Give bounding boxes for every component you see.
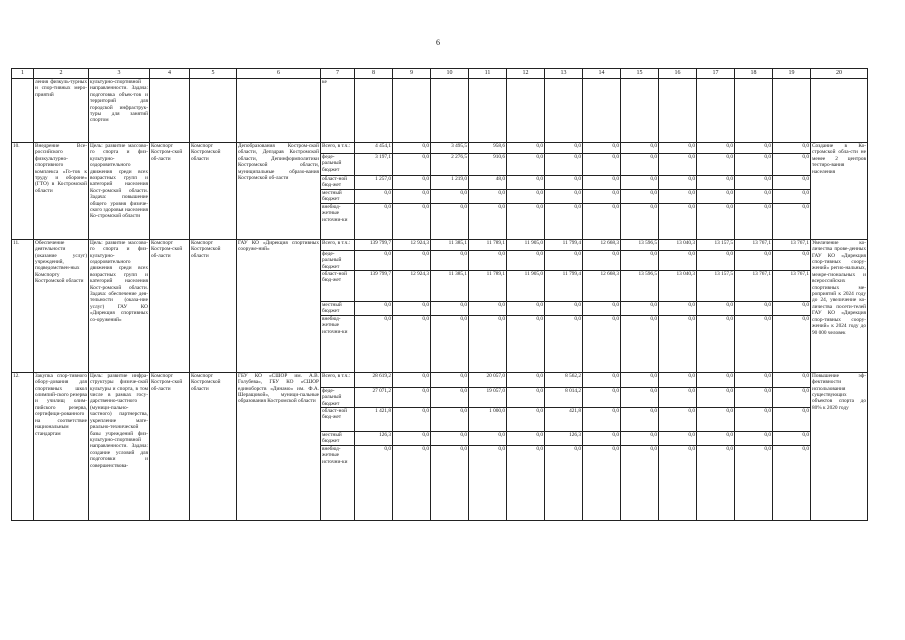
cell-amount: 0,0 (431, 315, 469, 372)
cell-amount: 0,0 (507, 189, 545, 203)
cell-amount: 0,0 (583, 408, 621, 432)
cell-amount: 0,0 (431, 408, 469, 432)
cell-amount: 0,0 (507, 154, 545, 176)
cell-amount: 0,0 (735, 302, 773, 316)
cell-amount: 11 789,1 (469, 271, 507, 302)
column-number: 15 (621, 69, 659, 79)
cell-amount: 0,0 (545, 445, 583, 520)
column-number: 2 (34, 69, 89, 79)
table-body (12, 69, 868, 521)
column-number: 17 (697, 69, 735, 79)
cell-funding-source: Всего, в т.ч.: (321, 372, 355, 387)
cell-name-cont: ления физкуль-турных и спор-тивных меро-приятий (34, 79, 89, 143)
cell-amount: 0,0 (697, 372, 735, 387)
cell-amount: 0,0 (697, 302, 735, 316)
cell-amount: 0,0 (697, 315, 735, 372)
cell-amount: 0,0 (659, 408, 697, 432)
cell-amount: 0,0 (773, 250, 811, 270)
cell-amount: 0,0 (507, 372, 545, 387)
cell-amount: 0,0 (507, 203, 545, 239)
cell-amount: 0,0 (583, 176, 621, 190)
cell-amount: 0,0 (507, 387, 545, 407)
cell-empty (237, 79, 321, 143)
cell-amount: 0,0 (621, 176, 659, 190)
cell-amount: 13 040,3 (659, 271, 697, 302)
cell-amount: 0,0 (697, 143, 735, 154)
cell-amount: 0,0 (393, 250, 431, 270)
page-number: 6 (436, 38, 440, 47)
cell-amount: 0,0 (393, 302, 431, 316)
cell-amount: 0,0 (735, 315, 773, 372)
cell-amount: 421,8 (545, 408, 583, 432)
cell-amount: 0,0 (773, 315, 811, 372)
column-number: 5 (190, 69, 237, 79)
cell-funding-source: местный бюджет (321, 302, 355, 316)
cell-event-name: Закупка спор-тивного обору-дования для спортивных школ олимпий-ского резерва и училищ олим-пийского резерва, сертифици-рованного на соответствие национальным стандартам (34, 372, 89, 520)
cell-amount: 0,0 (355, 189, 393, 203)
cell-source-cont: ке (321, 79, 355, 143)
cell-funding-source: феде-ральный бюджет (321, 387, 355, 407)
cell-amount: 13 040,3 (659, 239, 697, 250)
cell-amount: 0,0 (735, 203, 773, 239)
cell-amount: 0,0 (697, 387, 735, 407)
cell-amount: 0,0 (773, 189, 811, 203)
column-number: 18 (735, 69, 773, 79)
cell-amount: 13 767,1 (773, 271, 811, 302)
cell-empty (12, 79, 34, 143)
cell-amount: 0,0 (773, 176, 811, 190)
cell-funding-source: област-ной бюд-жет (321, 408, 355, 432)
column-number: 3 (89, 69, 150, 79)
cell-amount: 0,0 (659, 387, 697, 407)
cell-amount: 126,3 (355, 432, 393, 446)
cell-executor: Комспорт Костромской области (190, 143, 237, 240)
cell-amount: 0,0 (355, 203, 393, 239)
cell-amount: 1 000,0 (469, 408, 507, 432)
cell-amount: 0,0 (697, 203, 735, 239)
cell-amount: 8 014,2 (545, 387, 583, 407)
cell-amount: 0,0 (431, 432, 469, 446)
cell-amount: 0,0 (393, 203, 431, 239)
cell-amount: 0,0 (507, 302, 545, 316)
cell-amount: 11 799,4 (545, 239, 583, 250)
cell-amount: 0,0 (469, 189, 507, 203)
cell-amount: 0,0 (659, 432, 697, 446)
cell-amount: 0,0 (545, 143, 583, 154)
cell-amount: 0,0 (583, 203, 621, 239)
cell-amount: 0,0 (393, 408, 431, 432)
cell-amount: 0,0 (659, 315, 697, 372)
cell-goal-task: Цель: развитие массово-го спорта и физ-культурно-оздоровительного движения среди всех возрастных групп и категорий населения Кост-ромской области. Задача: повышение общего уровня физиче-ского здоровья населения Ко-стромской области (89, 143, 150, 240)
cell-funding-source: местный бюджет (321, 189, 355, 203)
cell-amount: 958,6 (469, 143, 507, 154)
cell-amount: 0,0 (545, 176, 583, 190)
cell-partners: ГАУ КО «Дирекция спортивных сооруже-ний» (237, 239, 321, 372)
cell-amount: 0,0 (659, 250, 697, 270)
cell-amount: 20 057,0 (469, 372, 507, 387)
cell-amount: 0,0 (659, 154, 697, 176)
column-number: 13 (545, 69, 583, 79)
cell-amount: 0,0 (735, 445, 773, 520)
cell-coordinator: Комспорт Костром-ской об-ласти (150, 372, 190, 520)
cell-amount: 126,3 (545, 432, 583, 446)
cell-amount: 0,0 (773, 302, 811, 316)
cell-amount: 0,0 (431, 250, 469, 270)
cell-funding-source: област-ной бюд-жет (321, 176, 355, 190)
cell-amount: 0,0 (583, 387, 621, 407)
cell-funding-source: местный бюджет (321, 432, 355, 446)
cell-amount: 0,0 (393, 176, 431, 190)
cell-amount: 0,0 (545, 203, 583, 239)
cell-executor: Комспорт Костромской области (190, 239, 237, 372)
cell-amount: 2 276,5 (431, 154, 469, 176)
column-number: 6 (237, 69, 321, 79)
cell-amount: 0,0 (697, 176, 735, 190)
cell-row-number: 10. (12, 143, 34, 240)
cell-partners: ГБУ КО «СШОР им. А.В. Голубева», ГБУ КО «СШОР единоборств «Динамо» им. Ф.А. Шеращовой», муници-пальные образования Костромской области (237, 372, 321, 520)
cell-amount: 0,0 (507, 408, 545, 432)
cell-amount: 0,0 (355, 302, 393, 316)
cell-amount: 0,0 (431, 387, 469, 407)
cell-amount: 0,0 (431, 372, 469, 387)
cell-row-number: 12. (12, 372, 34, 520)
cell-empty (811, 79, 868, 143)
cell-amount: 0,0 (507, 445, 545, 520)
cell-amount: 0,0 (773, 432, 811, 446)
cell-amount: 0,0 (469, 432, 507, 446)
cell-amount: 0,0 (507, 432, 545, 446)
cell-amount: 0,0 (545, 302, 583, 316)
cell-amount: 0,0 (773, 154, 811, 176)
cell-amount: 1 257,0 (355, 176, 393, 190)
cell-amount: 11 789,1 (469, 239, 507, 250)
cell-amount: 0,0 (393, 387, 431, 407)
column-number: 9 (393, 69, 431, 79)
cell-amount: 0,0 (697, 154, 735, 176)
cell-funding-source: феде-ральный бюджет (321, 154, 355, 176)
cell-amount: 0,0 (621, 432, 659, 446)
cell-expected-result: Увеличение ко-личества прове-денных ГАУ КО «Дирекция спор-тивных соору-жений» регио-нальных, межре-гиональных и всероссийских спортивных ме-роприятий к 2024 году до 24, увеличение ко-личества посети-телей ГАУ КО «Дирекция спор-тивных соору-жений» к 2024 году до 90 000 человек (811, 239, 868, 372)
cell-amount: 0,0 (773, 143, 811, 154)
cell-amount: 0,0 (773, 408, 811, 432)
cell-amount: 0,0 (735, 176, 773, 190)
cell-amount: 0,0 (773, 445, 811, 520)
column-number: 10 (431, 69, 469, 79)
cell-goal-task: Цель: развитие инфра-структуры физиче-ской культуры и спорта, в том числе в рамках госу-дарственно-частного (муници-пально-частного) партнерства, укрепление мате-риально-технической базы учреждений физ-культурно-спортивной направленности. Задача: создание условий для подготовки и совершенствова- (89, 372, 150, 520)
cell-amount: 0,0 (583, 372, 621, 387)
cell-amount: 0,0 (659, 372, 697, 387)
cell-amount: 48,0 (469, 176, 507, 190)
cell-amount: 0,0 (393, 372, 431, 387)
cell-amount: 0,0 (621, 387, 659, 407)
cell-amount: 0,0 (393, 315, 431, 372)
cell-amount: 0,0 (735, 189, 773, 203)
table-row (12, 372, 868, 387)
cell-amount: 0,0 (659, 203, 697, 239)
cell-amount: 139 799,7 (355, 239, 393, 250)
column-number: 11 (469, 69, 507, 79)
cell-amount: 0,0 (355, 445, 393, 520)
cell-amount: 1 219,0 (431, 176, 469, 190)
cell-amount: 0,0 (469, 250, 507, 270)
cell-amount: 0,0 (545, 189, 583, 203)
cell-amount: 0,0 (621, 189, 659, 203)
cell-amount: 139 799,7 (355, 271, 393, 302)
cell-empty (190, 79, 237, 143)
cell-amount: 0,0 (659, 143, 697, 154)
column-number: 16 (659, 69, 697, 79)
cell-amount: 13 596,5 (621, 271, 659, 302)
cell-expected-result: Создание в Ко-стромской обла-сти не менее 2 центров тестиро-вания населения (811, 143, 868, 240)
cell-funding-source: Всего, в т.ч.: (321, 143, 355, 154)
cell-amount: 13 767,1 (735, 239, 773, 250)
cell-amount: 0,0 (697, 445, 735, 520)
cell-amount: 0,0 (735, 143, 773, 154)
cell-amount: 0,0 (583, 432, 621, 446)
cell-goal-cont: культурно-спортивной направленности. Задача: подготовка объек-тов и территорий для городской инфраструк-туры для занятий спортом (89, 79, 150, 143)
cell-amount: 0,0 (393, 445, 431, 520)
cell-amount: 0,0 (431, 189, 469, 203)
cell-funding-source: Всего, в т.ч.: (321, 239, 355, 250)
cell-amount: 0,0 (431, 302, 469, 316)
cell-amount: 11 905,0 (507, 239, 545, 250)
cell-amount: 4 454,1 (355, 143, 393, 154)
cell-amount: 0,0 (393, 189, 431, 203)
table-row (12, 143, 868, 154)
cell-amount: 0,0 (697, 250, 735, 270)
cell-empty (150, 79, 190, 143)
cell-amount: 0,0 (545, 315, 583, 372)
cell-amount: 0,0 (583, 315, 621, 372)
cell-amount: 13 157,5 (697, 239, 735, 250)
cell-amount: 0,0 (735, 154, 773, 176)
cell-amount: 0,0 (621, 143, 659, 154)
cell-amount: 0,0 (621, 315, 659, 372)
cell-amount: 0,0 (697, 408, 735, 432)
cell-funding-source: внебюд-жетные источни-ки (321, 203, 355, 239)
cell-amount: 0,0 (773, 372, 811, 387)
cell-amount: 11 905,0 (507, 271, 545, 302)
cell-amount: 0,0 (735, 372, 773, 387)
cell-amount: 0,0 (583, 154, 621, 176)
table-row (12, 239, 868, 250)
continuation-row (12, 79, 868, 143)
cell-amount: 0,0 (621, 302, 659, 316)
cell-coordinator: Комспорт Костром-ской об-ласти (150, 239, 190, 372)
cell-amount: 0,0 (659, 445, 697, 520)
column-number: 7 (321, 69, 355, 79)
cell-amount: 0,0 (469, 302, 507, 316)
cell-amount: 8 562,2 (545, 372, 583, 387)
cell-amount: 0,0 (735, 250, 773, 270)
cell-amount: 11 385,1 (431, 271, 469, 302)
cell-amount: 0,0 (507, 176, 545, 190)
cell-amount: 0,0 (621, 372, 659, 387)
cell-amount: 12 924,3 (393, 239, 431, 250)
cell-amount: 0,0 (773, 203, 811, 239)
cell-amount: 0,0 (659, 176, 697, 190)
column-number: 14 (583, 69, 621, 79)
cell-amount: 0,0 (659, 302, 697, 316)
cell-funding-source: феде-ральный бюджет (321, 250, 355, 270)
column-number: 8 (355, 69, 393, 79)
cell-amount: 0,0 (621, 203, 659, 239)
cell-amount: 0,0 (393, 154, 431, 176)
cell-event-name: Внедрение Все-российского физкультурно-спортивного комплекса «Го-тов к труду и обороне» (ГТО) в Костромской области (34, 143, 89, 240)
column-number-row (12, 69, 868, 79)
column-number: 20 (811, 69, 868, 79)
cell-row-number: 11. (12, 239, 34, 372)
cell-funding-source: област-ной бюд-жет (321, 271, 355, 302)
cell-amount: 12 668,3 (583, 271, 621, 302)
cell-amount: 0,0 (583, 189, 621, 203)
cell-funding-source: внебюд-жетные источни-ки (321, 315, 355, 372)
cell-amount: 0,0 (583, 250, 621, 270)
cell-amount: 1 421,8 (355, 408, 393, 432)
cell-amount: 0,0 (355, 315, 393, 372)
cell-amount: 0,0 (507, 250, 545, 270)
cell-amount: 13 596,5 (621, 239, 659, 250)
cell-executor: Комспорт Костромской области (190, 372, 237, 520)
cell-amount: 0,0 (583, 445, 621, 520)
cell-amount: 11 385,1 (431, 239, 469, 250)
cell-amount: 13 767,1 (735, 271, 773, 302)
cell-coordinator: Комспорт Костром-ской об-ласти (150, 143, 190, 240)
cell-amount: 0,0 (621, 250, 659, 270)
cell-amount: 0,0 (583, 143, 621, 154)
cell-amount: 0,0 (545, 250, 583, 270)
cell-amount: 0,0 (621, 154, 659, 176)
cell-amount: 0,0 (469, 445, 507, 520)
cell-amount: 12 668,3 (583, 239, 621, 250)
cell-amount: 28 619,2 (355, 372, 393, 387)
cell-amount: 0,0 (469, 315, 507, 372)
cell-amount: 0,0 (697, 189, 735, 203)
cell-amount: 0,0 (583, 302, 621, 316)
cell-amount: 0,0 (659, 189, 697, 203)
cell-amount: 910,6 (469, 154, 507, 176)
cell-amount: 0,0 (507, 143, 545, 154)
program-table (11, 68, 868, 521)
cell-amount: 13 157,5 (697, 271, 735, 302)
column-number: 4 (150, 69, 190, 79)
column-number: 12 (507, 69, 545, 79)
cell-amount: 0,0 (393, 432, 431, 446)
cell-amount: 0,0 (355, 250, 393, 270)
cell-expected-result: Повышение эф-фективности использования существующих объектов спорта до 80% к 2020 году (811, 372, 868, 520)
cell-amount: 13 767,1 (773, 239, 811, 250)
cell-amount: 0,0 (735, 432, 773, 446)
cell-amount: 19 057,0 (469, 387, 507, 407)
cell-amount: 0,0 (431, 445, 469, 520)
cell-amount: 0,0 (431, 203, 469, 239)
cell-amount: 27 071,2 (355, 387, 393, 407)
cell-amount: 0,0 (773, 387, 811, 407)
cell-amount: 0,0 (507, 315, 545, 372)
cell-goal-task: Цель: развитие массово-го спорта и физ-культурно-оздоровительного движения среди всех возрастных групп и категорий населения Кост-ромской области. Задача: обеспечение дея-тельности (оказа-ние услуг) ГАУ КО «Дирекция спортивных со-оружений» (89, 239, 150, 372)
cell-amount: 3 495,5 (431, 143, 469, 154)
cell-amount: 0,0 (697, 432, 735, 446)
cell-amount: 0,0 (393, 143, 431, 154)
cell-amount: 0,0 (621, 408, 659, 432)
cell-amount: 0,0 (735, 408, 773, 432)
cell-partners: Депобразования Костром-ской области, Депздрав Костромской области, Депинформполитики Костромской области, муниципальные образо-вания Костромской об-ласти (237, 143, 321, 240)
cell-amount: 11 799,4 (545, 271, 583, 302)
cell-amount: 0,0 (469, 203, 507, 239)
column-number: 19 (773, 69, 811, 79)
column-number: 1 (12, 69, 34, 79)
cell-amount: 0,0 (735, 387, 773, 407)
cell-amount: 0,0 (621, 445, 659, 520)
cell-amount: 3 197,1 (355, 154, 393, 176)
cell-event-name: Обеспечение деятельности (оказание услуг) учреждений, подведомствен-ных Комспорту Костромской области (34, 239, 89, 372)
cell-amount: 0,0 (545, 154, 583, 176)
cell-amount: 12 924,3 (393, 271, 431, 302)
cell-funding-source: внебюд-жетные источни-ки (321, 445, 355, 520)
